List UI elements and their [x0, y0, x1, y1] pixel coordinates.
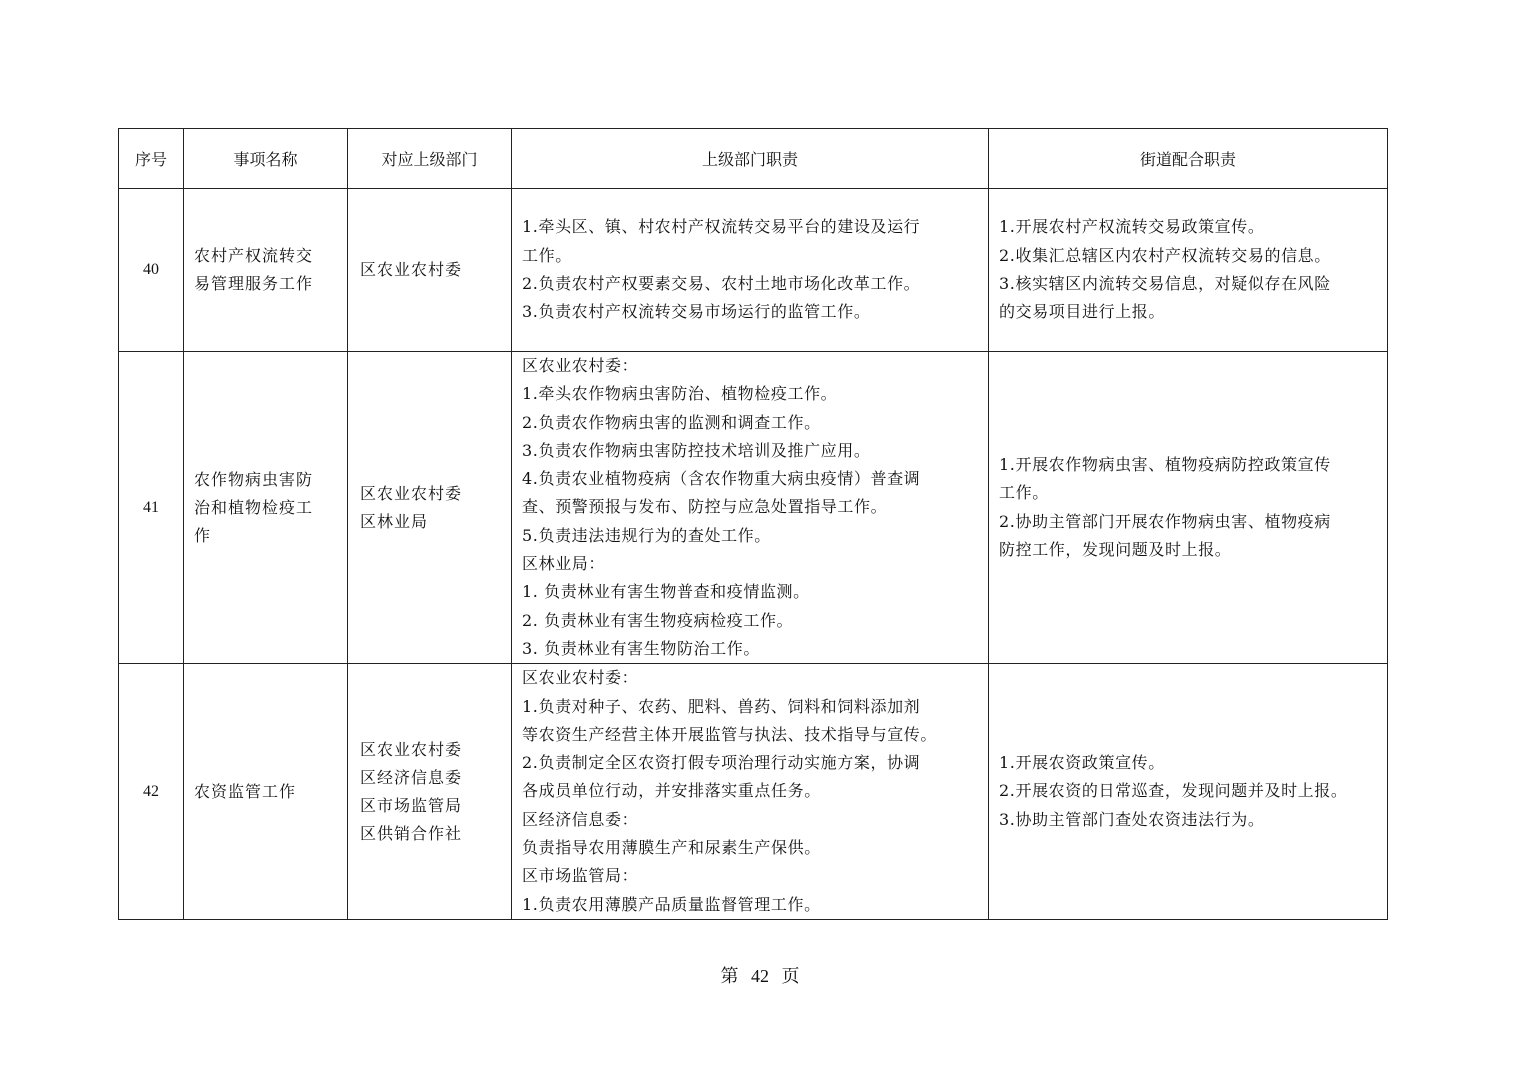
dept-cell: [348, 664, 512, 920]
street-line: 2.开展农资的日常巡查，发现问题并及时上报。: [999, 781, 1348, 801]
duty-table: [118, 128, 1388, 920]
row-number: 42: [119, 664, 184, 920]
duty-line: 负责指导农用薄膜生产和尿素生产保供。: [522, 838, 821, 858]
duty-line: 工作。: [522, 245, 572, 265]
dept-line: 区农业农村委: [360, 260, 463, 279]
item-name: [184, 352, 348, 664]
street-line: 1.开展农资政策宣传。: [999, 753, 1165, 773]
duty-line: 区市场监管局：: [522, 866, 639, 886]
street-duty-cell: [989, 189, 1388, 352]
page-footer: [0, 962, 1520, 988]
duty-line: 查、预警预报与发布、防控与应急处置指导工作。: [522, 497, 888, 517]
duty-line: 1.负责农用薄膜产品质量监督管理工作。: [522, 894, 821, 914]
duty-line: 2. 负责林业有害生物疫病检疫工作。: [522, 610, 794, 630]
item-name-line: 作: [194, 525, 212, 545]
header-dept-duty: 上级部门职责: [512, 129, 989, 189]
duty-line: 区农业农村委：: [522, 668, 639, 688]
duty-line: 1.牵头农作物病虫害防治、植物检疫工作。: [522, 384, 838, 404]
row-number: 40: [119, 189, 184, 352]
item-name-line: 农村产权流转交: [194, 246, 314, 265]
dept-line: 区经济信息委: [360, 767, 463, 787]
duty-line: 2.负责农村产权要素交易、农村土地市场化改革工作。: [522, 274, 921, 293]
page-suffix: 页: [781, 966, 800, 986]
dept-line: 区林业局: [360, 511, 429, 531]
duty-line: 区林业局：: [522, 554, 606, 574]
duty-line: 2.负责制定全区农资打假专项治理行动实施方案，协调: [522, 753, 921, 773]
item-name-line: 农作物病虫害防: [194, 469, 314, 489]
item-name-line: 农资监管工作: [194, 781, 297, 801]
duty-line: 1.牵头区、镇、村农村产权流转交易平台的建设及运行: [522, 217, 921, 237]
header-row: [119, 129, 1388, 189]
duty-line: 各成员单位行动，并安排落实重点任务。: [522, 781, 821, 801]
street-line: 的交易项目进行上报。: [999, 302, 1166, 322]
duty-line: 2.负责农作物病虫害的监测和调查工作。: [522, 412, 821, 432]
row-number: 41: [119, 352, 184, 664]
item-name-line: 易管理服务工作: [194, 274, 314, 293]
page-number: 42: [751, 966, 769, 986]
table-row: [119, 189, 1388, 352]
dept-line: 区供销合作社: [360, 823, 463, 843]
duty-line: 1. 负责林业有害生物普查和疫情监测。: [522, 582, 810, 602]
duty-line: 5.负责违法违规行为的查处工作。: [522, 525, 771, 545]
dept-duty-cell: [512, 352, 989, 664]
header-num: 序号: [119, 129, 184, 189]
dept-duty-cell: [512, 189, 989, 352]
duty-line: 3.负责农村产权流转交易市场运行的监管工作。: [522, 302, 871, 322]
header-street-duty: 街道配合职责: [989, 129, 1388, 189]
street-line: 防控工作，发现问题及时上报。: [999, 539, 1232, 559]
street-line: 1.开展农村产权流转交易政策宣传。: [999, 217, 1265, 237]
street-line: 2.收集汇总辖区内农村产权流转交易的信息。: [999, 245, 1331, 265]
duty-line: 等农资生产经营主体开展监管与执法、技术指导与宣传。: [522, 724, 938, 744]
dept-line: 区农业农村委: [360, 483, 463, 503]
street-duty-cell: [989, 352, 1388, 664]
street-line: 2.协助主管部门开展农作物病虫害、植物疫病: [999, 511, 1331, 531]
duty-line: 3.负责农作物病虫害防控技术培训及推广应用。: [522, 440, 871, 460]
duty-line: 区农业农村委：: [522, 356, 639, 375]
dept-duty-cell: [512, 664, 989, 920]
page-prefix: 第: [720, 966, 739, 986]
table-row: [119, 352, 1388, 664]
duty-line: 1.负责对种子、农药、肥料、兽药、饲料和饲料添加剂: [522, 696, 921, 716]
item-name: [184, 189, 348, 352]
duty-line: 3. 负责林业有害生物防治工作。: [522, 638, 760, 658]
street-line: 3.核实辖区内流转交易信息，对疑似存在风险: [999, 274, 1331, 293]
dept-line: 区农业农村委: [360, 739, 463, 759]
table-row: [119, 664, 1388, 920]
dept-cell: [348, 189, 512, 352]
dept-cell: [348, 352, 512, 664]
header-item-name: 事项名称: [184, 129, 348, 189]
duty-line: 4.负责农业植物疫病（含农作物重大病虫疫情）普查调: [522, 469, 921, 489]
street-line: 3.协助主管部门查处农资违法行为。: [999, 809, 1265, 829]
header-dept: 对应上级部门: [348, 129, 512, 189]
item-name: [184, 664, 348, 920]
dept-line: 区市场监管局: [360, 795, 463, 815]
item-name-line: 治和植物检疫工: [194, 497, 314, 517]
street-duty-cell: [989, 664, 1388, 920]
duty-line: 区经济信息委：: [522, 809, 639, 829]
street-line: 1.开展农作物病虫害、植物疫病防控政策宣传: [999, 455, 1331, 475]
street-line: 工作。: [999, 483, 1049, 503]
